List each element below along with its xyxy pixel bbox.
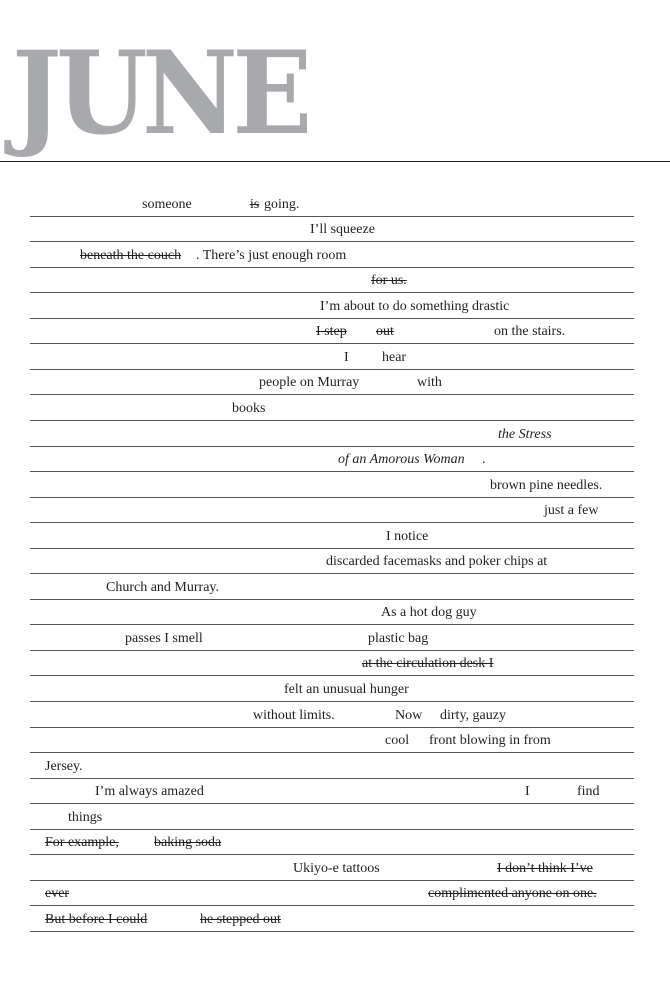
line-text: brown pine needles. xyxy=(490,477,603,493)
line-text: hear xyxy=(382,349,407,365)
line-text: the Stress xyxy=(498,426,552,442)
line-text: I’m about to do something drastic xyxy=(320,298,510,314)
struck-text: he stepped out xyxy=(200,911,281,927)
poem-line xyxy=(30,829,634,856)
poem-line xyxy=(30,267,634,294)
poem-line xyxy=(30,318,634,345)
line-text: Now xyxy=(395,707,423,723)
page-title: JUNE xyxy=(12,26,307,160)
line-text: Church and Murray. xyxy=(106,579,220,595)
line-text: Jersey. xyxy=(45,758,83,774)
line-text: someone xyxy=(142,196,192,212)
poem-line xyxy=(30,880,634,907)
line-text: As a hot dog guy xyxy=(381,605,477,621)
poem-line xyxy=(30,369,634,396)
poem-line xyxy=(30,854,634,881)
struck-text: beneath the couch xyxy=(80,247,182,263)
line-text: I’m always amazed xyxy=(95,784,204,800)
poem-line xyxy=(30,343,634,370)
poem-line xyxy=(30,394,634,421)
line-text: felt an unusual hunger xyxy=(284,682,409,698)
line-text: just a few xyxy=(544,503,599,519)
poem-line xyxy=(30,548,634,575)
struck-text: I don’t think I’ve xyxy=(497,860,593,876)
line-text: passes I smell xyxy=(125,630,203,646)
poem-line xyxy=(30,803,634,830)
poem-line xyxy=(30,675,634,702)
poem-line xyxy=(30,292,634,319)
struck-text: ever xyxy=(45,886,70,902)
struck-text: But before I could xyxy=(45,911,148,927)
line-text: Ukiyo-e tattoos xyxy=(293,860,380,876)
line-text: I notice xyxy=(386,528,429,544)
line-text: I xyxy=(525,784,530,800)
line-text: people on Murray xyxy=(259,375,360,391)
line-text: front blowing in from xyxy=(429,733,551,749)
line-text: cool xyxy=(385,733,410,749)
poem-line xyxy=(30,190,634,217)
poem-line xyxy=(30,497,634,524)
line-text: on the stairs. xyxy=(494,324,566,340)
line-text: without limits. xyxy=(253,707,335,723)
line-text: books xyxy=(232,400,266,416)
line-text: . xyxy=(482,452,486,468)
poem-line xyxy=(30,573,634,600)
poem-line xyxy=(30,727,634,754)
struck-text: is xyxy=(250,196,260,212)
struck-text: baking soda xyxy=(154,835,222,851)
poem-line xyxy=(30,420,634,447)
struck-text: out xyxy=(376,324,394,340)
struck-text: at the circulation desk I xyxy=(362,656,494,672)
poem-line xyxy=(30,446,634,473)
poem-line xyxy=(30,650,634,677)
poem-line xyxy=(30,241,634,268)
line-text: I xyxy=(344,349,349,365)
poem-line xyxy=(30,471,634,498)
poem-line xyxy=(30,752,634,779)
poem-line xyxy=(30,216,634,243)
struck-text: For example, xyxy=(45,835,119,851)
poem-line xyxy=(30,778,634,805)
line-text: dirty, gauzy xyxy=(440,707,506,723)
header-rule xyxy=(0,161,670,162)
line-text: things xyxy=(68,809,103,825)
line-text: going. xyxy=(264,196,300,212)
poem-line xyxy=(30,599,634,626)
poem-line xyxy=(30,905,634,932)
poem-line xyxy=(30,624,634,651)
struck-text: complimented anyone on one. xyxy=(428,886,597,902)
line-text: I’ll squeeze xyxy=(310,222,375,238)
line-text: . There’s just enough room xyxy=(196,247,347,263)
poem-line xyxy=(30,522,634,549)
line-text: plastic bag xyxy=(368,630,429,646)
line-text: find xyxy=(577,784,600,800)
struck-text: I step xyxy=(316,324,347,340)
line-text: discarded facemasks and poker chips at xyxy=(326,554,548,570)
line-text: of an Amorous Woman xyxy=(338,452,465,468)
line-text: with xyxy=(417,375,442,391)
poem-line xyxy=(30,701,634,728)
struck-text: for us. xyxy=(371,273,407,289)
